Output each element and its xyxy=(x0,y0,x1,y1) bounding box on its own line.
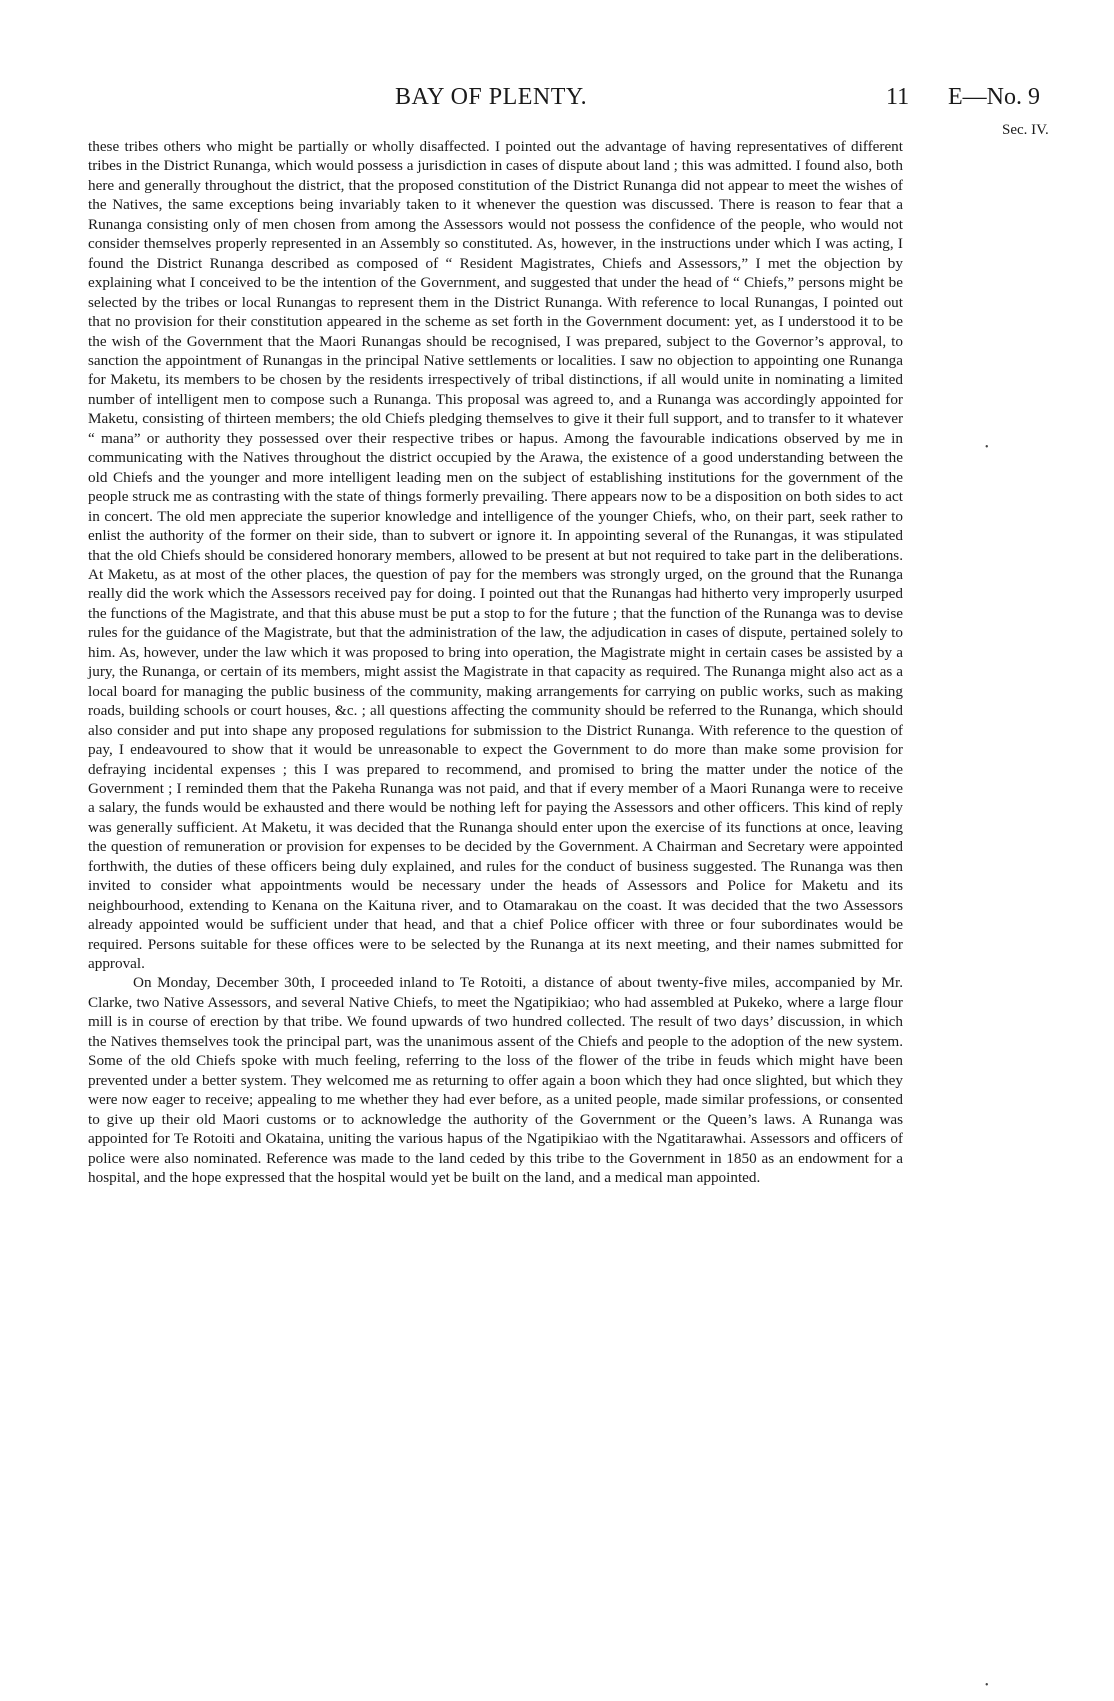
running-title: BAY OF PLENTY. xyxy=(395,84,588,110)
document-reference: E—No. 9 xyxy=(948,84,1040,110)
page-number: 11 xyxy=(886,84,910,110)
paragraph: these tribes others who might be partially or wholly disaffected. I pointed out the advantage of having representatives of different tribes in the District Runanga, which would possess a jurisdiction in cases of dispute about land ; this was admitted. I found also, both here and generally throughout the district, that the proposed constitution of the District Runanga did not appear to meet the wishes of the Natives, the same exceptions being invariably taken to it whenever the question was discussed. There is reason to fear that a Runanga consisting only of men chosen from among the Assessors would not possess the confidence of the people, who would not consider themselves properly represented in an Assembly so constituted. As, however, in the instructions under which I was acting, I found the District Runanga described as composed of “ Resident Magistrates, Chiefs and Assessors,” I met the objection by explaining what I conceived to be the intention of the Government, and suggested that under the head of “ Chiefs,” persons might be selected by the tribes or local Runangas to represent them in the District Runanga. With reference to local Runangas, I pointed out that no provision for their constitution appeared in the scheme as set forth in the Government document: yet, as I understood it to be the wish of the Government that the Maori Runangas should be recognised, I was prepared, subject to the Governor’s approval, to sanction the appointment of Runangas in the principal Native settlements or localities. I saw no objection to appointing one Runanga for Maketu, its members to be chosen by the residents irrespectively of tribal distinctions, if all would unite in nominating a limited number of intelligent men to compose such a Runanga. This proposal was agreed to, and a Runanga was accordingly appointed for Maketu, consisting of thirteen members; the old Chiefs pledging themselves to give it their full support, and to transfer to it whatever “ mana” or authority they possessed over their respective tribes or hapus. Among the favourable indications observed by me in communicating with the Natives throughout the district occupied by the Arawa, the existence of a good understanding between the old Chiefs and the younger and more intelligent leading men on the subject of establishing institutions for the government of the people struck me as contrasting with the state of things formerly prevailing. There appears now to be a disposition on both sides to act in concert. The old men appreciate the superior knowledge and intelligence of the younger Chiefs, who, on their part, seek rather to enlist the authority of the former on their side, than to subvert or ignore it. In appointing several of the Runangas, it was stipulated that the old Chiefs should be considered honorary members, allowed to be present at but not required to take part in the deliberations. At Maketu, as at most of the other places, the question of pay for the members was strongly urged, on the ground that the Runanga really did the work which the Assessors received pay for doing. I pointed out that the Runangas had hitherto very improperly usurped the functions of the Magistrate, and that this abuse must be put a stop to for the future ; that the function of the Runanga was to devise rules for the guidance of the Magistrate, but that the administration of the law, the adjudication in cases of dispute, pertained solely to him. As, however, under the law which it was proposed to bring into operation, the Magistrate might in certain cases be assisted by a jury, the Runanga, or certain of its members, might assist the Magistrate in that capacity as required. The Runanga might also act as a local board for managing the public business of the community, making arrangements for carrying on public works, such as making roads, building schools or court houses, &c. ; all questions affecting the community should be referred to the Runanga, which should also consider and put into shape any proposed regulations for submission to the District Runanga. With reference to the question of pay, I endeavoured to show that it would be unreasonable to expect the Government to do more than make some provision for defraying incidental expenses ; this I was prepared to recommend, and promised to bring the matter under the notice of the Government ; I reminded them that the Pakeha Runanga was not paid, and that if every member of a Maori Runanga were to receive a salary, the funds would be exhausted and there would be nothing left for paying the Assessors and other officers. This kind of reply was generally sufficient. At Maketu, it was decided that the Runanga should enter upon the exercise of its functions at once, leaving the question of remuneration or provision for expenses to be decided by the Government. A Chairman and Secretary were appointed forthwith, the duties of these officers being duly explained, and rules for the conduct of business suggested. The Runanga was then invited to consider what appointments would be necessary under the heads of Assessors and Police for Maketu and its neighbourhood, extending to Kenana on the Kaituna river, and to Otamarakau on the coast. It was decided that the two Assessors already appointed would be sufficient under that head, and that a chief Police officer with three or four subordinates would be required. Persons suitable for these offices were to be selected by the Runanga at its next meeting, and their names submitted for approval. xyxy=(88,138,903,973)
paragraph: On Monday, December 30th, I proceeded inland to Te Rotoiti, a distance of about twenty-five miles, accompanied by Mr. Clarke, two Native Assessors, and several Native Chiefs, to meet the Ngatipikiao; who had assembled at Pukeko, where a large flour mill is in course of erection by that tribe. We found upwards of two hundred collected. The result of two days’ discussion, in which the Natives themselves took the principal part, was the unanimous assent of the Chiefs and people to the adoption of the new system. Some of the old Chiefs spoke with much feeling, referring to the loss of the flower of the tribe in feuds which might have been prevented under a better system. They welcomed me as returning to offer again a boon which they had once slighted, but which they were now eager to receive; appealing to me whether they had ever before, as a united people, made similar professions, or consented to give up their old Maori customs or to acknowledge the authority of the Government or the Queen’s laws. A Runanga was appointed for Te Rotoiti and Okataina, uniting the various hapus of the Ngatipikiao with the Ngatitarawhai. Assessors and officers of police were also nominated. Reference was made to the land ceded by this tribe to the Government in 1850 as an endowment for a hospital, and the hope expressed that the hospital would yet be built on the land, and a medical man appointed. xyxy=(88,974,903,1187)
body-text xyxy=(88,137,903,1187)
section-reference: Sec. IV. xyxy=(1002,122,1049,138)
margin-mark: • xyxy=(985,442,989,453)
page-header xyxy=(0,84,1114,138)
margin-mark: • xyxy=(985,1680,989,1691)
